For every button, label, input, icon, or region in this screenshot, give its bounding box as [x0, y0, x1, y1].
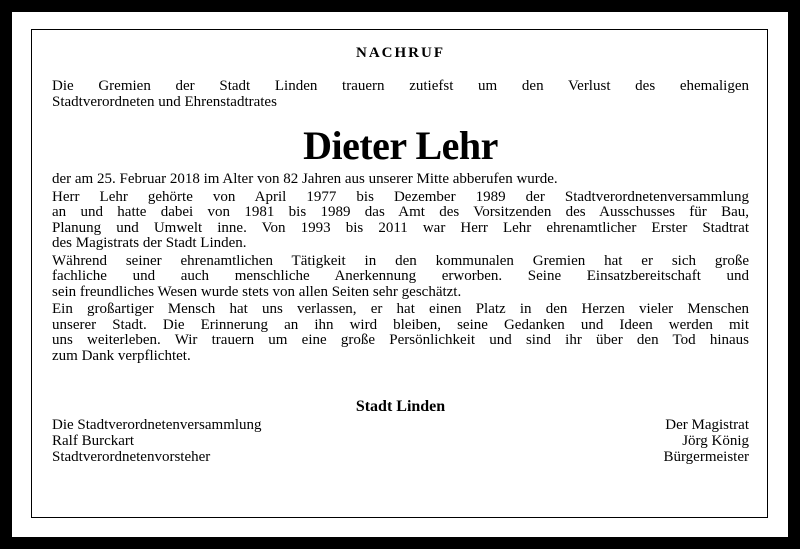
paragraph-line: Herr Lehr gehörte von April 1977 bis Dezember 1989 der Stadtverordnetenversammlung	[52, 188, 749, 205]
intro-text	[52, 78, 749, 110]
deceased-name: Dieter Lehr	[303, 123, 498, 168]
signature-block	[52, 417, 749, 465]
obituary-notice	[12, 12, 788, 537]
intro-line-1: Die Gremien der Stadt Linden trauern zutiefst um den Verlust des ehemaligen	[52, 78, 749, 94]
signature-right	[663, 417, 749, 465]
paragraph-line: sein freundliches Wesen wurde stets von allen Seiten sehr geschätzt.	[52, 283, 462, 300]
signature-left-line: Die Stadtverordnetenversammlung	[52, 417, 262, 433]
paragraph-line: des Magistrats der Stadt Linden.	[52, 235, 247, 251]
paragraph-line: zum Dank verpflichtet.	[52, 347, 191, 364]
paragraph-line: der am 25. Februar 2018 im Alter von 82 Jahren aus unserer Mitte abberufen wurde.	[52, 171, 558, 187]
signature-left-line: Stadtverordnetenvorsteher	[52, 449, 211, 465]
signature-left	[52, 417, 262, 465]
paragraph-line: fachliche und auch menschliche Anerkennung erworben. Seine Einsatzbereitschaft und	[52, 268, 749, 284]
notice-heading: NACHRUF	[356, 45, 445, 61]
paragraph-line: Ein großartiger Mensch hat uns verlassen, er hat einen Platz in den Herzen vieler Menschen	[52, 301, 749, 317]
paragraph-line: Während seiner ehrenamtlichen Tätigkeit in den kommunalen Gremien hat er sich große	[52, 252, 749, 269]
paragraph-2	[52, 190, 749, 252]
signature-right-line: Jörg König	[682, 433, 749, 449]
paragraph-4	[52, 302, 749, 364]
signature-title: Stadt Linden	[355, 398, 446, 415]
paragraph-line: uns weiterleben. Wir trauern um eine große Persönlichkeit und sind ihr über den Tod hinaus	[52, 332, 749, 348]
paragraph-line: unserer Stadt. Die Erinnerung an ihn wird bleiben, seine Gedanken und Ideen werden mit	[52, 316, 749, 333]
paragraph-line: Planung und Umwelt inne. Von 1993 bis 2011 war Herr Lehr ehrenamtlicher Erster Stadtrat	[52, 219, 749, 236]
signature-right-line: Bürgermeister	[663, 449, 749, 465]
paragraph-line: an und hatte dabei von 1981 bis 1989 das Amt des Vorsitzenden des Ausschusses für Bau,	[52, 204, 749, 220]
paragraph-3	[52, 254, 749, 301]
signature-left-line: Ralf Burckart	[52, 433, 135, 449]
signature-right-line: Der Magistrat	[665, 417, 749, 433]
notice-content	[52, 44, 749, 465]
paragraph-1	[52, 172, 749, 188]
intro-line-2: Stadtverordneten und Ehrenstadtrates	[52, 94, 277, 110]
